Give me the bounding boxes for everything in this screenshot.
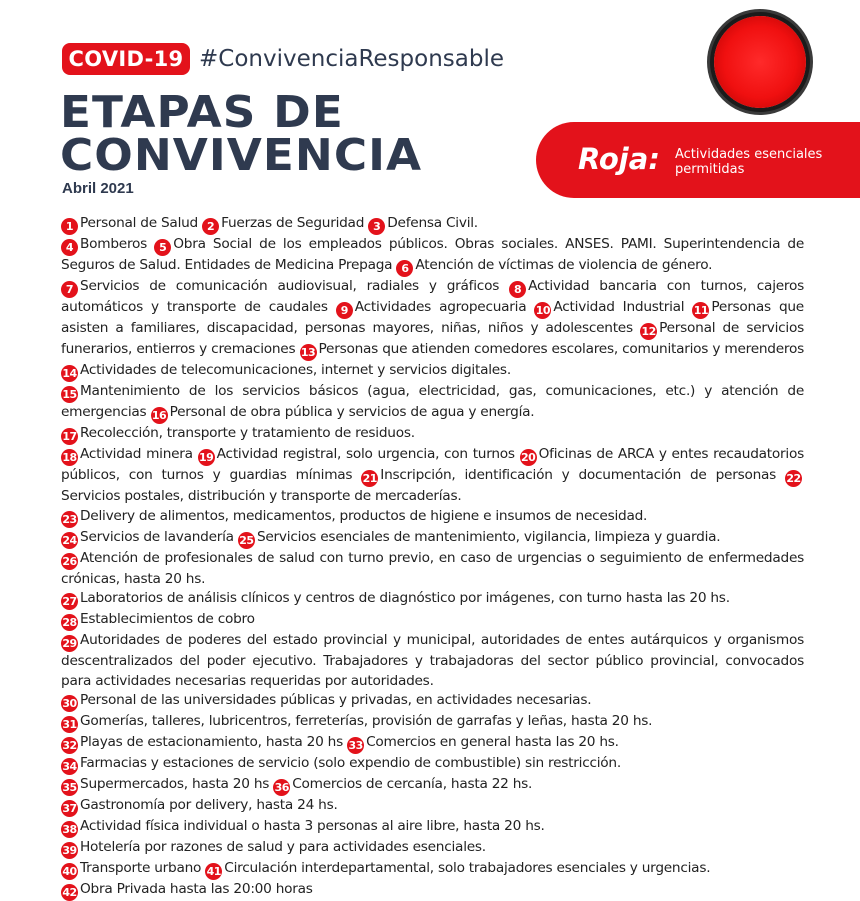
list-paragraph: [61, 796, 804, 817]
list-item-text: Hotelería por razones de salud y para actividades esenciales.: [80, 839, 486, 856]
item-number-badge: 6: [396, 260, 413, 277]
list-paragraph: [61, 880, 804, 901]
item-number-badge: 25: [239, 533, 254, 547]
item-number-badge: 12: [641, 325, 656, 338]
item-number-badge: 8: [509, 281, 526, 298]
item-number-badge: 41: [206, 865, 221, 879]
list-paragraph: [61, 382, 804, 424]
list-item-text: Obra Privada hasta las 20:00 horas: [80, 881, 313, 898]
list-item-text: Delivery de alimentos, medicamentos, productos de higiene e insumos de necesidad.: [80, 507, 648, 524]
covid-badge: COVID-19: [62, 43, 190, 75]
list-paragraph: [61, 733, 804, 754]
list-item-text: Establecimientos de cobro: [80, 611, 255, 628]
list-paragraph: [61, 214, 804, 235]
list-item-text: Servicios de lavandería: [80, 528, 234, 545]
list-item-text: Oficinas de ARCA y entes recaudatorios públicos, con turnos y guardias mínimas: [61, 446, 804, 483]
list-item-text: Personal de las universidades públicas y privadas, en actividades necesarias.: [80, 692, 592, 709]
stage-banner: [536, 122, 860, 198]
item-number-badge: 32: [62, 739, 77, 753]
item-number-badge: 35: [62, 781, 77, 795]
item-number-badge: 30: [62, 697, 77, 711]
list-paragraph: [61, 610, 804, 631]
list-item-text: Personal de obra pública y servicios de agua y energía.: [169, 404, 535, 420]
list-item-text: Actividades agropecuaria: [354, 299, 527, 315]
page-title-line-1: ETAPAS DE: [60, 87, 344, 138]
item-number-badge: 13: [300, 346, 316, 359]
item-number-badge: 28: [62, 616, 77, 630]
list-item-text: Bomberos: [80, 236, 148, 252]
item-number-badge: 23: [62, 512, 77, 526]
list-item-text: Actividad física individual o hasta 3 personas al aire libre, hasta 20 hs.: [80, 818, 545, 835]
list-item-text: Actividad bancaria con turnos, cajeros automáticos y transporte de caudales: [61, 278, 805, 315]
item-number-badge: 14: [62, 367, 77, 380]
list-item-text: Personas que asisten a familiares, discapacidad, personas mayores, niñas, niños y adolescentes: [61, 299, 804, 336]
item-number-badge: 10: [535, 304, 551, 317]
item-number-badge: 21: [362, 472, 377, 485]
list-item-text: Mantenimiento de los servicios básicos (agua, electricidad, gas, comunicaciones, etc.) y atención de emergencias: [61, 383, 804, 420]
item-number-badge: 16: [151, 409, 167, 422]
item-number-badge: 22: [786, 472, 801, 485]
item-number-badge: 42: [62, 886, 77, 900]
item-number-badge: 33: [348, 739, 363, 753]
item-number-badge: 1: [61, 218, 78, 235]
list-item-text: Playas de estacionamiento, hasta 20 hs: [80, 734, 343, 751]
list-paragraph: [61, 775, 804, 796]
list-item-text: Obra Social de los empleados públicos. Obras sociales. ANSES. PAMI. Superintendencia de Seguros de Salud. Entidades de Medicina Prepaga: [61, 236, 804, 273]
item-number-badge: 17: [62, 430, 77, 443]
traffic-light-icon: [714, 16, 806, 108]
list-item-text: Atención de víctimas de violencia de género.: [415, 257, 713, 273]
item-number-badge: 37: [62, 802, 77, 816]
list-item-text: Personas que atienden comedores escolares, comunitarios y merenderos: [318, 341, 804, 357]
stage-name: Roja:: [578, 142, 660, 176]
item-number-badge: 27: [62, 595, 77, 609]
list-paragraph: [61, 445, 804, 507]
list-item-text: Servicios esenciales de mantenimiento, vigilancia, limpieza y guardia.: [256, 528, 721, 545]
list-paragraph: [61, 817, 804, 838]
item-number-badge: 3: [368, 218, 385, 235]
list-paragraph: [61, 712, 804, 733]
list-item-text: Personal de Salud: [80, 215, 198, 231]
item-number-badge: 9: [336, 302, 353, 319]
list-item-text: Actividad registral, solo urgencia, con turnos: [216, 446, 515, 462]
list-item-text: Laboratorios de análisis clínicos y centros de diagnóstico por imágenes, con turno hasta las 20 hs.: [80, 590, 730, 607]
item-number-badge: 4: [61, 239, 78, 256]
list-paragraph: [61, 859, 804, 880]
page-title-line-2: CONVIVENCIA: [60, 130, 423, 181]
item-number-badge: 26: [62, 554, 77, 568]
list-item-text: Actividad minera: [80, 446, 193, 462]
list-item-text: Gastronomía por delivery, hasta 24 hs.: [80, 797, 338, 814]
list-paragraph: [61, 507, 804, 528]
item-number-badge: 2: [202, 218, 219, 235]
item-number-badge: 39: [62, 844, 77, 858]
list-item-text: Inscripción, identificación y documentación de personas: [380, 467, 777, 483]
item-number-badge: 15: [62, 388, 77, 401]
list-paragraph: [61, 631, 804, 691]
item-number-badge: 34: [62, 760, 77, 774]
list-item-text: Gomerías, talleres, lubricentros, ferreterías, provisión de garrafas y leñas, hasta 20 hs.: [80, 713, 653, 730]
list-paragraph: [61, 838, 804, 859]
item-number-badge: 24: [62, 533, 77, 547]
hashtag: #ConvivenciaResponsable: [199, 46, 504, 72]
list-item-text: Actividades de telecomunicaciones, internet y servicios digitales.: [80, 362, 511, 378]
list-item-text: Transporte urbano: [80, 860, 202, 877]
item-number-badge: 29: [62, 637, 77, 651]
list-item-text: Personal de servicios funerarios, entierros y cremaciones: [61, 320, 804, 357]
list-paragraph: [61, 589, 804, 610]
item-number-badge: 18: [62, 451, 77, 464]
list-paragraph: [61, 691, 804, 712]
list-item-text: Atención de profesionales de salud con turno previo, en caso de urgencias o seguimiento de enfermedades crónicas, hasta 20 hs.: [61, 549, 804, 587]
item-number-badge: 5: [154, 239, 171, 256]
list-item-text: Farmacias y estaciones de servicio (solo expendio de combustible) sin restricción.: [80, 755, 621, 772]
list-item-text: Servicios postales, distribución y transporte de mercaderías.: [61, 488, 462, 504]
list-item-text: Supermercados, hasta 20 hs: [80, 776, 270, 793]
list-paragraph: [61, 549, 804, 590]
list-paragraph: [61, 235, 804, 277]
list-paragraph: [61, 424, 804, 445]
item-number-badge: 40: [62, 865, 77, 879]
list-item-text: Actividad Industrial: [553, 299, 685, 315]
list-item-text: Comercios de cercanía, hasta 22 hs.: [292, 776, 533, 793]
activities-list: [61, 214, 804, 901]
list-item-text: Autoridades de poderes del estado provincial y municipal, autoridades de entes autárquicos y organismos descentralizados del poder ejecutivo. Trabajadores y trabajadoras del sector público provincial, convocados para actividades necesarias requeridas por autoridades.: [61, 632, 804, 689]
item-number-badge: 20: [521, 451, 536, 464]
item-number-badge: 7: [61, 281, 78, 298]
item-number-badge: 11: [693, 304, 709, 317]
stage-description: Actividades esenciales permitidas: [675, 147, 823, 177]
list-paragraph: [61, 528, 804, 549]
list-paragraph: [61, 277, 804, 382]
item-number-badge: 36: [274, 781, 289, 795]
item-number-badge: 31: [62, 718, 77, 732]
list-paragraph: [61, 754, 804, 775]
list-item-text: Defensa Civil.: [387, 215, 478, 231]
list-item-text: Fuerzas de Seguridad: [221, 215, 365, 231]
list-item-text: Recolección, transporte y tratamiento de residuos.: [80, 425, 415, 441]
list-item-text: Comercios en general hasta las 20 hs.: [366, 734, 619, 751]
list-item-text: Circulación interdepartamental, solo trabajadores esenciales y urgencias.: [224, 860, 711, 877]
item-number-badge: 19: [199, 451, 214, 464]
date-label: Abril 2021: [62, 180, 134, 197]
list-item-text: Servicios de comunicación audiovisual, radiales y gráficos: [80, 278, 500, 294]
item-number-badge: 38: [62, 823, 77, 837]
